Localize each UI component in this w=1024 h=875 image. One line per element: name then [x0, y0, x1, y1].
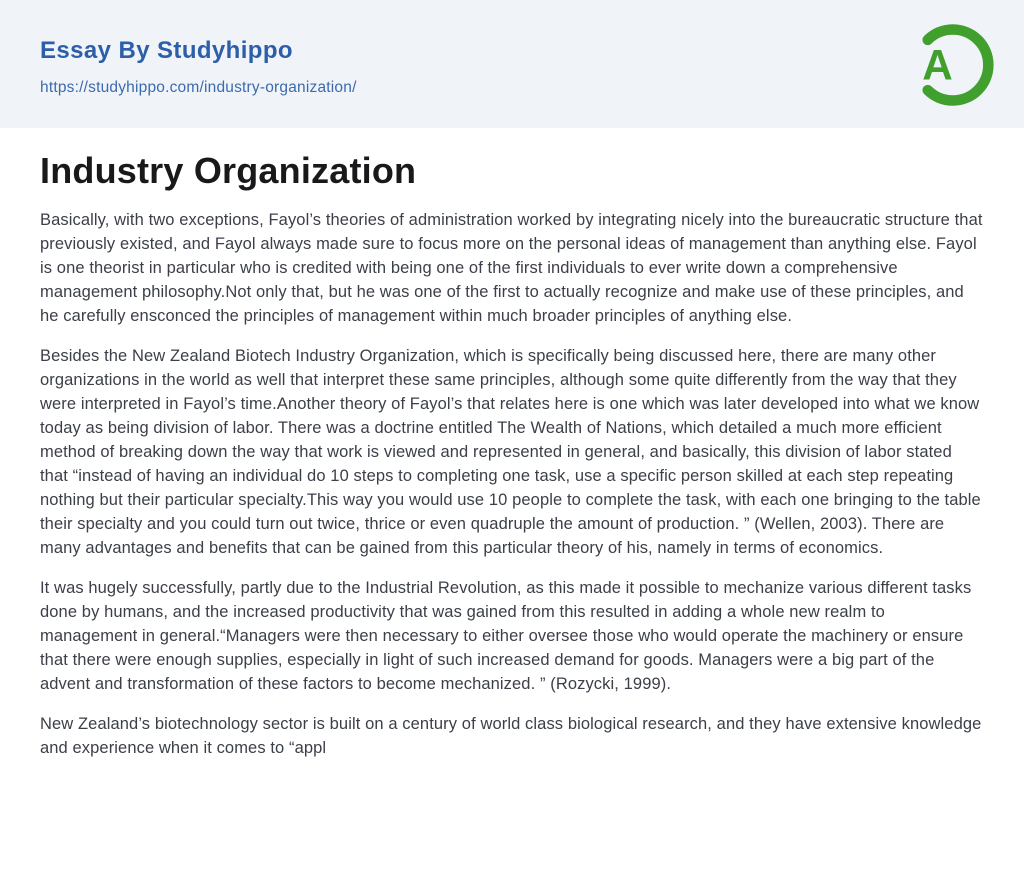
header-text-block	[40, 31, 357, 97]
site-title: Essay By Studyhippo	[40, 37, 293, 65]
logo-arc-icon	[902, 17, 998, 113]
page-url-link[interactable]: https://studyhippo.com/industry-organization/	[40, 78, 357, 96]
article-paragraph-4: New Zealand’s biotechnology sector is built on a century of world class biological research, and they have extensive knowledge and experience when it comes to “appl	[40, 715, 982, 758]
page-header	[0, 0, 1024, 128]
studyhippo-logo	[902, 17, 998, 113]
article-paragraph-2: Besides the New Zealand Biotech Industry Organization, which is specifically being discussed here, there are many other organizations in the world as well that interpret these same principles, although some quite differently from the way that they were interpreted in Fayol’s time.Another theory of Fayol’s that relates here is one which was later developed into what we know today as being division of labor. There was a doctrine entitled The Wealth of Nations, which detailed a much more efficient method of breaking down the way that work is viewed and represented in general, and basically, this division of labor stated that “instead of having an individual do 10 steps to completing one task, use a specific person skilled at each step repeating nothing but their particular specialty.This way you would use 10 people to complete the task, with each one bringing to the table their specialty and you could turn out twice, thrice or even quadruple the amount of production. ” (Wellen, 2003). There are many advantages and benefits that can be gained from this particular theory of his, namely in terms of economics.	[40, 347, 981, 558]
logo-letter: A	[922, 41, 953, 89]
article-paragraph-1: Basically, with two exceptions, Fayol’s theories of administration worked by integrating nicely into the bureaucratic structure that previously existed, and Fayol always made sure to focus more on the personal ideas of management than anything else. Fayol is one theorist in particular who is credited with being one of the first individuals to ever write down a comprehensive management philosophy.Not only that, but he was one of the first to actually recognize and make use of these principles, and he carefully ensconced the principles of management within much broader principles of anything else.	[40, 211, 983, 326]
article-title: Industry Organization	[40, 150, 417, 191]
article-content	[0, 149, 1024, 760]
article-paragraph-3: It was hugely successfully, partly due to the Industrial Revolution, as this made it possible to mechanize various different tasks done by humans, and the increased productivity that was gained from this resulted in adding a whole new realm to management in general.“Managers were then necessary to either oversee those who would operate the machinery or ensure that there were enough supplies, especially in light of such increased demand for goods. Managers were a big part of the advent and transformation of these factors to become mechanized. ” (Rozycki, 1999).	[40, 579, 972, 694]
